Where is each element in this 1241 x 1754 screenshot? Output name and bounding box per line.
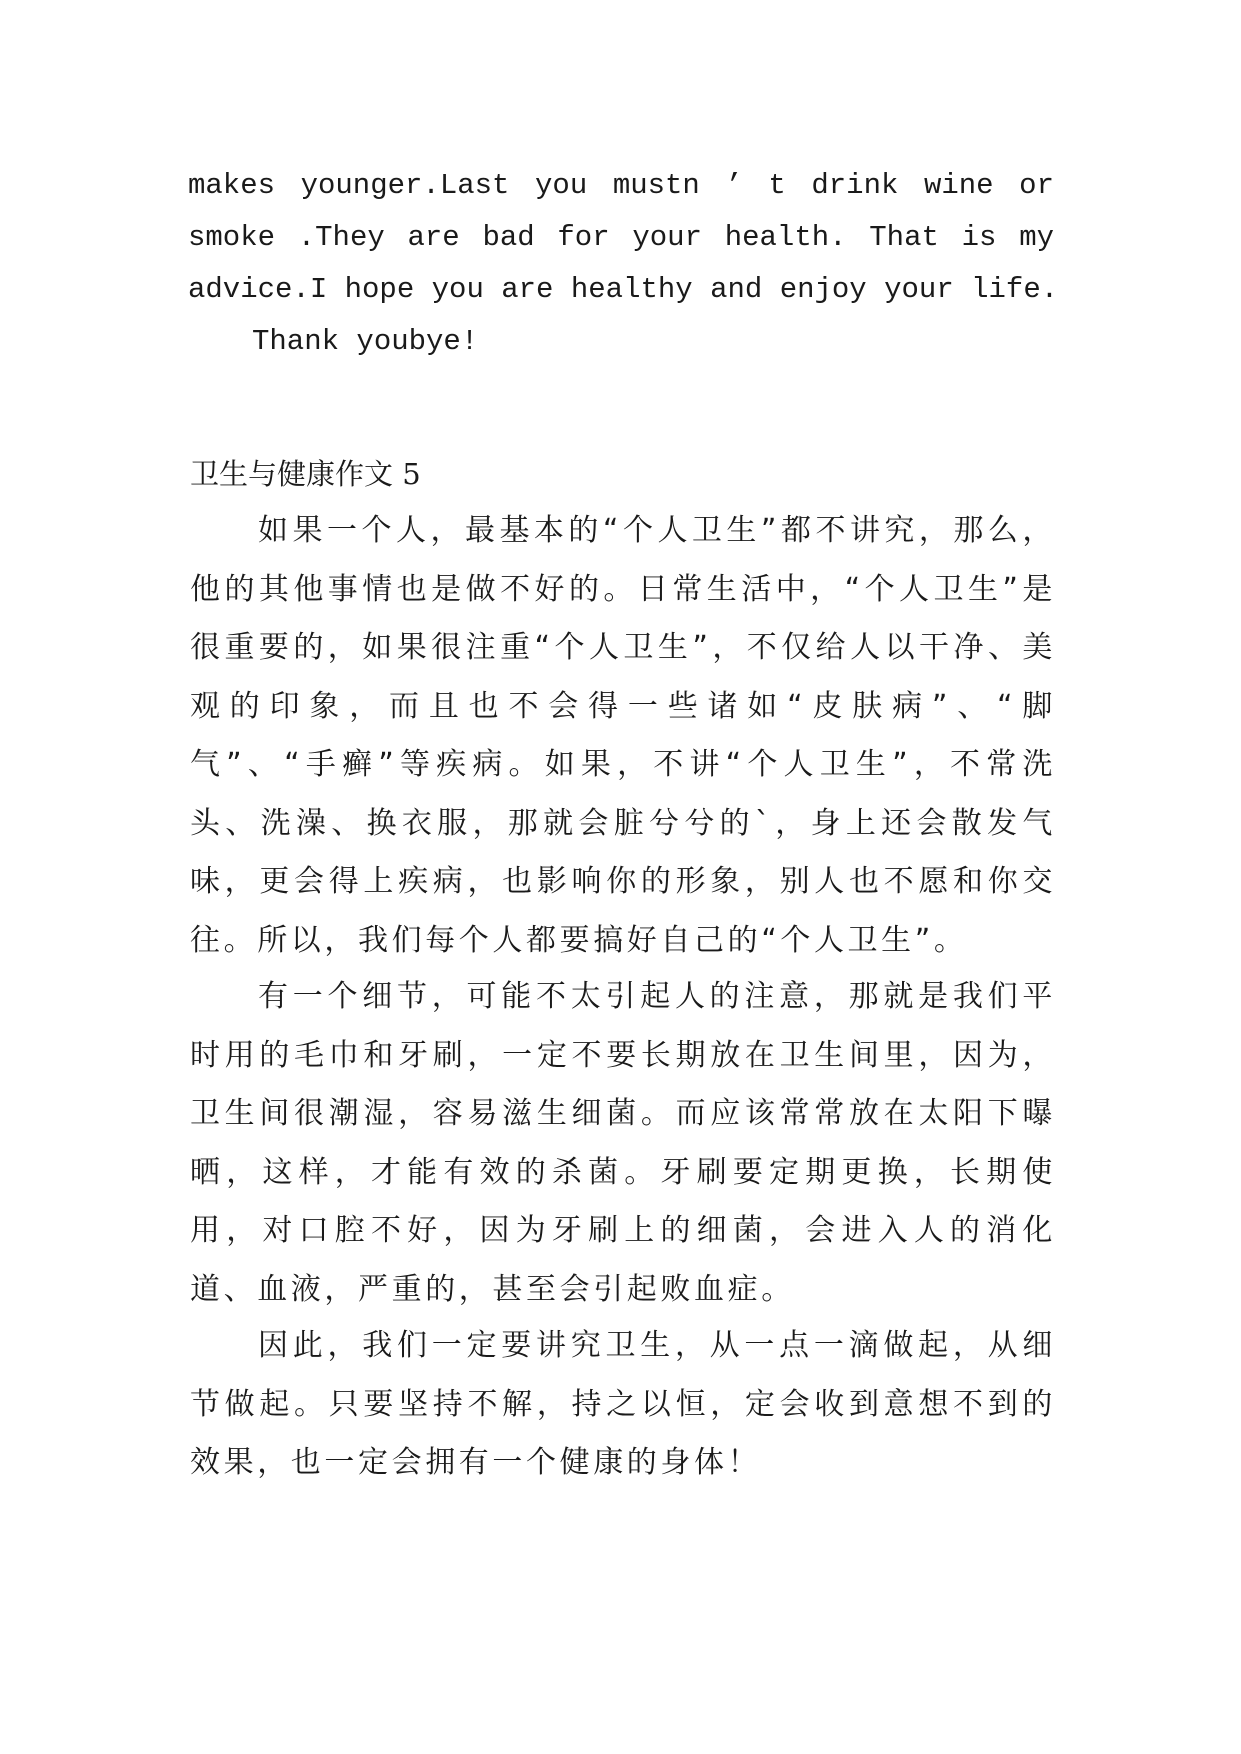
essay-paragraph-3: 因此，我们一定要讲究卫生，从一点一滴做起，从细节做起。只要坚持不解，持之以恒，定会收到意想不到的效果，也一定会拥有一个健康的身体！ [190,1328,1056,1480]
word: t [768,169,786,202]
word: for [557,221,610,254]
word: wine [923,169,994,202]
word: bad [482,221,535,254]
word: mustn [612,169,700,202]
word: younger.Last [300,169,510,202]
english-line-3: advice.I hope you are healthy and enjoy your life. [188,273,1059,306]
closing-line: Thank youbye! [252,325,479,358]
word: drink [811,169,899,202]
word: smoke [188,221,276,254]
word: That [869,221,939,254]
word: ’ [725,169,743,202]
essay-paragraph-1: 如果一个人，最基本的“个人卫生”都不讲究，那么，他的其他事情也是做不好的。日常生活中，“个人卫生”是很重要的，如果很注重“个人卫生”，不仅给人以干净、美观的印象，而且也不会得一些诸如“皮肤病”、“脚气”、“手癣”等疾病。如果，不讲“个人卫生”，不常洗头、洗澡、换衣服，那就会脏兮兮的`，身上还会散发气味，更会得上疾病，也影响你的形象，别人也不愿和你交往。所以，我们每个人都要搞好自己的“个人卫生”。 [190,513,1056,958]
essay-paragraph-2: 有一个细节，可能不太引起人的注意，那就是我们平时用的毛巾和牙刷，一定不要长期放在卫生间里，因为，卫生间很潮湿，容易滋生细菌。而应该常常放在太阳下曝晒，这样，才能有效的杀菌。牙刷要定期更换，长期使用，对口腔不好，因为牙刷上的细菌，会进入人的消化道、血液，严重的，甚至会引起败血症。 [190,979,1056,1307]
word: .They [297,221,385,254]
english-line-1 [188,166,1054,206]
word: or [1019,169,1054,202]
word: your [632,221,702,254]
word: health. [724,221,847,254]
word: are [407,221,460,254]
word: is [961,221,997,254]
word: you [535,169,588,202]
english-line-2 [188,218,1054,258]
essay-heading: 卫生与健康作文 5 [190,457,421,491]
word: makes [188,169,276,202]
word: my [1019,221,1054,254]
